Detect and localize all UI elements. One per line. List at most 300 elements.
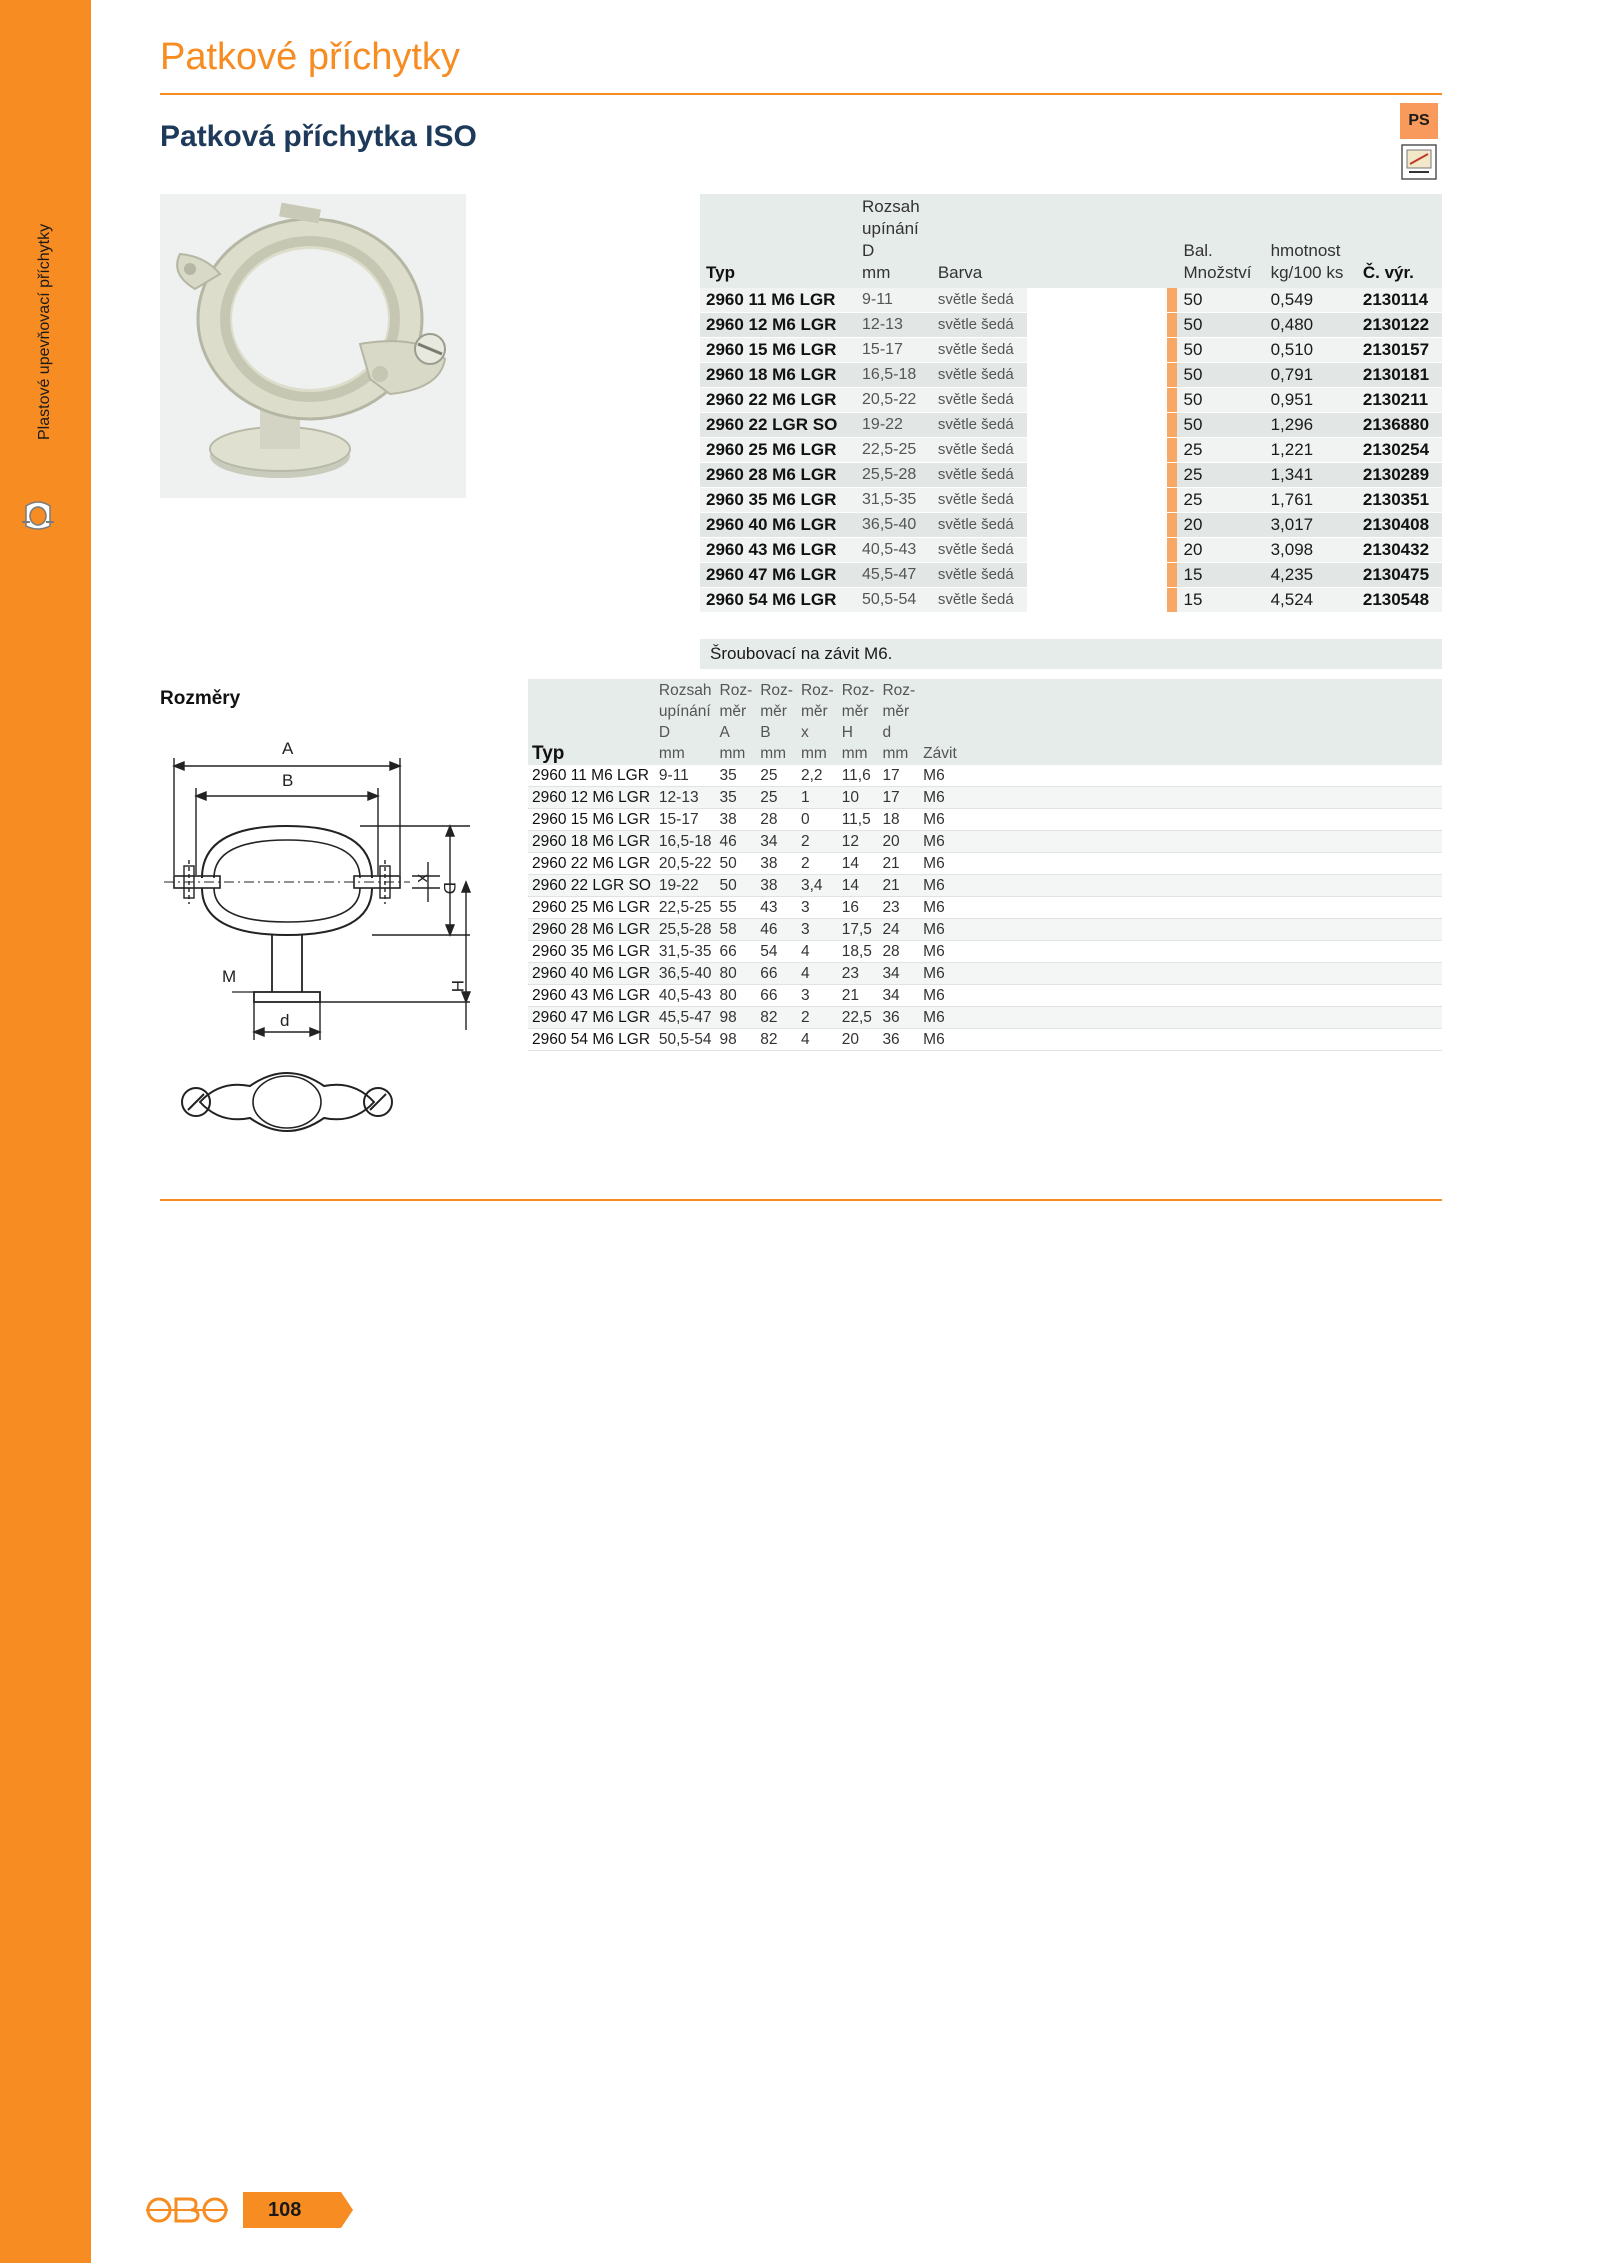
- col-color: Barva: [932, 194, 1028, 288]
- ps-badge: PS: [1400, 103, 1438, 139]
- dim-cell-a: 98: [716, 1007, 757, 1029]
- dim-cell-a: 66: [716, 941, 757, 963]
- dim-cell-range: 19-22: [655, 875, 716, 897]
- cell-qty: 20: [1177, 538, 1264, 563]
- cell-marker: [1167, 313, 1177, 338]
- dim-col-x: [797, 679, 838, 765]
- col-range-line1: Rozsah: [862, 197, 920, 216]
- dim-cell-filler: [961, 853, 1442, 875]
- dimension-row: [528, 1007, 1442, 1029]
- dim-cell-range: 25,5-28: [655, 919, 716, 941]
- dim-cell-b: 38: [756, 853, 797, 875]
- dim-cell-typ: 2960 12 M6 LGR: [528, 787, 655, 809]
- product-row: [700, 538, 1442, 563]
- dim-col-typ: Typ: [528, 679, 655, 765]
- page-number: 108: [268, 2199, 302, 2221]
- dim-cell-x: 4: [797, 941, 838, 963]
- dim-cell-d: 36: [878, 1029, 919, 1051]
- dim-col-a-line3: A: [719, 724, 730, 741]
- col-range-line2: upínání: [862, 219, 919, 238]
- cell-article: 2130254: [1357, 438, 1442, 463]
- cell-marker: [1167, 338, 1177, 363]
- dim-cell-b: 54: [756, 941, 797, 963]
- dim-cell-typ: 2960 54 M6 LGR: [528, 1029, 655, 1051]
- dim-cell-b: 43: [756, 897, 797, 919]
- cell-gap: [1027, 463, 1167, 488]
- dimension-row: [528, 831, 1442, 853]
- dim-cell-x: 0: [797, 809, 838, 831]
- cell-gap: [1027, 288, 1167, 313]
- dim-cell-b: 82: [756, 1007, 797, 1029]
- dim-cell-filler: [961, 787, 1442, 809]
- dim-cell-range: 12-13: [655, 787, 716, 809]
- cell-color: světle šedá: [932, 488, 1028, 513]
- top-divider: [160, 93, 1442, 95]
- dim-cell-range: 9-11: [655, 765, 716, 787]
- dimension-row: [528, 963, 1442, 985]
- dim-cell-h: 11,6: [838, 765, 879, 787]
- dim-cell-range: 15-17: [655, 809, 716, 831]
- dim-cell-b: 38: [756, 875, 797, 897]
- dim-cell-x: 3: [797, 985, 838, 1007]
- cell-weight: 0,510: [1265, 338, 1357, 363]
- dim-col-b-line3: B: [760, 724, 771, 741]
- cell-qty: 50: [1177, 413, 1264, 438]
- thread-note: Šroubovací na závit M6.: [700, 639, 1442, 669]
- cell-article: 2130114: [1357, 288, 1442, 313]
- product-row: [700, 513, 1442, 538]
- cell-range: 16,5-18: [856, 363, 932, 388]
- dim-cell-d: 18: [878, 809, 919, 831]
- dim-cell-typ: 2960 43 M6 LGR: [528, 985, 655, 1007]
- cell-gap: [1027, 338, 1167, 363]
- cell-marker: [1167, 288, 1177, 313]
- dim-cell-a: 46: [716, 831, 757, 853]
- cell-article: 2130157: [1357, 338, 1442, 363]
- cell-gap: [1027, 413, 1167, 438]
- cell-qty: 15: [1177, 563, 1264, 588]
- dim-cell-a: 35: [716, 787, 757, 809]
- label-d-upper: D: [440, 882, 459, 895]
- cell-article: 2130289: [1357, 463, 1442, 488]
- dim-cell-b: 66: [756, 963, 797, 985]
- dim-cell-range: 22,5-25: [655, 897, 716, 919]
- cell-qty: 25: [1177, 488, 1264, 513]
- cell-color: světle šedá: [932, 538, 1028, 563]
- dim-cell-filler: [961, 1029, 1442, 1051]
- cell-marker: [1167, 488, 1177, 513]
- dim-cell-d: 28: [878, 941, 919, 963]
- dimension-drawing: [160, 730, 490, 1150]
- dim-cell-h: 12: [838, 831, 879, 853]
- dim-col-a: [716, 679, 757, 765]
- cell-typ: 2960 47 M6 LGR: [700, 563, 856, 588]
- dim-cell-b: 34: [756, 831, 797, 853]
- cell-typ: 2960 40 M6 LGR: [700, 513, 856, 538]
- dim-cell-a: 50: [716, 853, 757, 875]
- dim-cell-filler: [961, 809, 1442, 831]
- col-weight-line2: kg/100 ks: [1270, 263, 1344, 282]
- dim-cell-a: 38: [716, 809, 757, 831]
- dim-cell-h: 17,5: [838, 919, 879, 941]
- col-article: Č. výr.: [1357, 194, 1442, 288]
- cell-range: 36,5-40: [856, 513, 932, 538]
- dim-cell-a: 80: [716, 963, 757, 985]
- dim-cell-range: 50,5-54: [655, 1029, 716, 1051]
- product-row: [700, 463, 1442, 488]
- dim-col-h-line3: H: [841, 724, 853, 741]
- cell-color: světle šedá: [932, 313, 1028, 338]
- product-row: [700, 488, 1442, 513]
- dim-cell-thread: M6: [919, 985, 961, 1007]
- product-row: [700, 413, 1442, 438]
- cell-range: 40,5-43: [856, 538, 932, 563]
- cell-color: světle šedá: [932, 513, 1028, 538]
- dim-col-d: [878, 679, 919, 765]
- product-title: Patková příchytka ISO: [160, 120, 477, 153]
- dim-cell-d: 17: [878, 765, 919, 787]
- dim-cell-x: 3: [797, 897, 838, 919]
- dim-cell-thread: M6: [919, 1029, 961, 1051]
- dim-col-h-line4: mm: [841, 745, 868, 762]
- col-weight-line1: hmotnost: [1270, 241, 1341, 260]
- bottom-divider: [160, 1199, 1442, 1201]
- cell-weight: 1,221: [1265, 438, 1357, 463]
- cell-color: světle šedá: [932, 363, 1028, 388]
- dim-cell-d: 21: [878, 875, 919, 897]
- dim-cell-filler: [961, 897, 1442, 919]
- dim-col-d-line3: d: [882, 724, 892, 741]
- dim-cell-range: 20,5-22: [655, 853, 716, 875]
- cell-range: 9-11: [856, 288, 932, 313]
- cell-range: 50,5-54: [856, 588, 932, 613]
- cell-weight: 0,480: [1265, 313, 1357, 338]
- col-gap: [1027, 194, 1167, 288]
- dim-col-range-line1: Rozsah: [658, 682, 712, 699]
- cell-gap: [1027, 313, 1167, 338]
- cell-gap: [1027, 513, 1167, 538]
- sidebar: [0, 0, 91, 2263]
- dim-col-b-line4: mm: [760, 745, 787, 762]
- cell-range: 20,5-22: [856, 388, 932, 413]
- cell-article: 2130475: [1357, 563, 1442, 588]
- dim-cell-x: 4: [797, 963, 838, 985]
- cell-typ: 2960 11 M6 LGR: [700, 288, 856, 313]
- dim-cell-h: 16: [838, 897, 879, 919]
- dim-cell-b: 66: [756, 985, 797, 1007]
- dimension-row: [528, 897, 1442, 919]
- dim-cell-h: 14: [838, 875, 879, 897]
- cell-weight: 4,524: [1265, 588, 1357, 613]
- dimension-row: [528, 941, 1442, 963]
- cell-color: světle šedá: [932, 463, 1028, 488]
- dim-col-d-line4: mm: [882, 745, 909, 762]
- dim-cell-h: 23: [838, 963, 879, 985]
- dim-col-b: [756, 679, 797, 765]
- dim-cell-thread: M6: [919, 897, 961, 919]
- cell-typ: 2960 22 M6 LGR: [700, 388, 856, 413]
- product-row: [700, 388, 1442, 413]
- dim-cell-x: 2,2: [797, 765, 838, 787]
- cell-marker: [1167, 413, 1177, 438]
- cell-typ: 2960 25 M6 LGR: [700, 438, 856, 463]
- cell-weight: 0,951: [1265, 388, 1357, 413]
- dim-cell-b: 25: [756, 765, 797, 787]
- dim-cell-h: 11,5: [838, 809, 879, 831]
- dimensions-title: Rozměry: [160, 688, 241, 709]
- cell-weight: 4,235: [1265, 563, 1357, 588]
- cell-qty: 20: [1177, 513, 1264, 538]
- dimension-row: [528, 1029, 1442, 1051]
- dim-col-range: [655, 679, 716, 765]
- dimension-row: [528, 919, 1442, 941]
- col-range-line4: mm: [862, 263, 891, 282]
- dim-cell-thread: M6: [919, 963, 961, 985]
- dim-col-h-line2: měr: [841, 703, 869, 720]
- col-weight: [1265, 194, 1357, 288]
- dim-cell-thread: M6: [919, 853, 961, 875]
- cell-typ: 2960 54 M6 LGR: [700, 588, 856, 613]
- dim-col-x-line2: měr: [800, 703, 828, 720]
- push-fit-icon: [1401, 144, 1437, 180]
- cell-typ: 2960 28 M6 LGR: [700, 463, 856, 488]
- dim-cell-thread: M6: [919, 1007, 961, 1029]
- cell-color: světle šedá: [932, 388, 1028, 413]
- cell-article: 2130351: [1357, 488, 1442, 513]
- dim-cell-a: 55: [716, 897, 757, 919]
- dim-cell-d: 24: [878, 919, 919, 941]
- cell-color: světle šedá: [932, 288, 1028, 313]
- cell-range: 12-13: [856, 313, 932, 338]
- product-row: [700, 338, 1442, 363]
- cell-color: světle šedá: [932, 563, 1028, 588]
- label-d-lower: d: [280, 1011, 290, 1030]
- cell-range: 15-17: [856, 338, 932, 363]
- dim-cell-typ: 2960 18 M6 LGR: [528, 831, 655, 853]
- dim-cell-d: 36: [878, 1007, 919, 1029]
- dim-cell-filler: [961, 1007, 1442, 1029]
- dimension-row: [528, 787, 1442, 809]
- dim-cell-x: 3,4: [797, 875, 838, 897]
- label-b: B: [282, 771, 294, 790]
- cell-weight: 1,761: [1265, 488, 1357, 513]
- cell-qty: 15: [1177, 588, 1264, 613]
- dim-cell-thread: M6: [919, 765, 961, 787]
- dim-cell-range: 36,5-40: [655, 963, 716, 985]
- dimension-table: [528, 679, 1442, 1051]
- product-photo: [160, 194, 466, 498]
- dim-cell-a: 50: [716, 875, 757, 897]
- dim-cell-h: 18,5: [838, 941, 879, 963]
- cell-color: světle šedá: [932, 588, 1028, 613]
- dim-cell-typ: 2960 35 M6 LGR: [528, 941, 655, 963]
- cell-color: světle šedá: [932, 338, 1028, 363]
- cell-gap: [1027, 438, 1167, 463]
- cell-article: 2130122: [1357, 313, 1442, 338]
- cell-qty: 50: [1177, 288, 1264, 313]
- cell-weight: 3,098: [1265, 538, 1357, 563]
- col-typ: Typ: [700, 194, 856, 288]
- dim-col-a-line2: měr: [719, 703, 747, 720]
- cell-gap: [1027, 563, 1167, 588]
- dim-cell-x: 1: [797, 787, 838, 809]
- col-marker: [1167, 194, 1177, 288]
- dim-cell-x: 2: [797, 1007, 838, 1029]
- cell-range: 22,5-25: [856, 438, 932, 463]
- dim-col-h: [838, 679, 879, 765]
- product-table: [700, 194, 1442, 613]
- cell-gap: [1027, 388, 1167, 413]
- cell-range: 25,5-28: [856, 463, 932, 488]
- dimension-row: [528, 809, 1442, 831]
- cell-marker: [1167, 388, 1177, 413]
- dim-cell-d: 34: [878, 985, 919, 1007]
- dim-col-range-line2: upínání: [658, 703, 711, 720]
- cell-article: 2130432: [1357, 538, 1442, 563]
- cell-marker: [1167, 588, 1177, 613]
- dim-cell-a: 80: [716, 985, 757, 1007]
- dim-cell-thread: M6: [919, 787, 961, 809]
- cell-color: světle šedá: [932, 413, 1028, 438]
- dim-cell-x: 2: [797, 853, 838, 875]
- dim-col-a-line4: mm: [719, 745, 746, 762]
- dim-col-d-line2: měr: [882, 703, 910, 720]
- dim-cell-typ: 2960 11 M6 LGR: [528, 765, 655, 787]
- cell-weight: 1,296: [1265, 413, 1357, 438]
- cell-typ: 2960 15 M6 LGR: [700, 338, 856, 363]
- dim-cell-typ: 2960 22 LGR SO: [528, 875, 655, 897]
- dim-col-range-line4: mm: [658, 745, 685, 762]
- cell-range: 45,5-47: [856, 563, 932, 588]
- cell-qty: 25: [1177, 463, 1264, 488]
- cell-gap: [1027, 588, 1167, 613]
- dim-cell-range: 31,5-35: [655, 941, 716, 963]
- cell-marker: [1167, 563, 1177, 588]
- dim-cell-a: 35: [716, 765, 757, 787]
- dim-cell-b: 82: [756, 1029, 797, 1051]
- cell-typ: 2960 12 M6 LGR: [700, 313, 856, 338]
- dim-col-thread: Závit: [919, 679, 961, 765]
- cell-article: 2136880: [1357, 413, 1442, 438]
- dim-cell-filler: [961, 875, 1442, 897]
- dimension-row: [528, 853, 1442, 875]
- product-row: [700, 288, 1442, 313]
- dim-cell-d: 23: [878, 897, 919, 919]
- dim-col-h-line1: Roz-: [841, 682, 875, 699]
- dim-cell-thread: M6: [919, 875, 961, 897]
- cell-color: světle šedá: [932, 438, 1028, 463]
- dim-cell-h: 10: [838, 787, 879, 809]
- obo-logo: [146, 2194, 228, 2226]
- cell-marker: [1167, 363, 1177, 388]
- cell-article: 2130548: [1357, 588, 1442, 613]
- cell-weight: 0,791: [1265, 363, 1357, 388]
- cell-typ: 2960 18 M6 LGR: [700, 363, 856, 388]
- dim-cell-a: 58: [716, 919, 757, 941]
- dim-cell-typ: 2960 15 M6 LGR: [528, 809, 655, 831]
- cell-typ: 2960 43 M6 LGR: [700, 538, 856, 563]
- dim-col-x-line4: mm: [800, 745, 827, 762]
- cell-marker: [1167, 513, 1177, 538]
- dim-cell-typ: 2960 22 M6 LGR: [528, 853, 655, 875]
- dim-col-b-line1: Roz-: [760, 682, 793, 699]
- section-title: Patkové příchytky: [160, 36, 460, 78]
- cell-weight: 1,341: [1265, 463, 1357, 488]
- cell-article: 2130211: [1357, 388, 1442, 413]
- dim-cell-h: 21: [838, 985, 879, 1007]
- dim-cell-range: 16,5-18: [655, 831, 716, 853]
- cell-qty: 50: [1177, 388, 1264, 413]
- cell-marker: [1167, 538, 1177, 563]
- cell-qty: 50: [1177, 363, 1264, 388]
- dim-col-a-line1: Roz-: [719, 682, 753, 699]
- product-row: [700, 438, 1442, 463]
- dim-cell-typ: 2960 25 M6 LGR: [528, 897, 655, 919]
- cell-weight: 3,017: [1265, 513, 1357, 538]
- dim-cell-h: 20: [838, 1029, 879, 1051]
- pipe-clip-icon: [20, 496, 56, 534]
- dim-col-filler: [961, 679, 1442, 765]
- cell-article: 2130181: [1357, 363, 1442, 388]
- dim-cell-filler: [961, 941, 1442, 963]
- dim-cell-thread: M6: [919, 809, 961, 831]
- dim-cell-b: 28: [756, 809, 797, 831]
- dim-cell-filler: [961, 919, 1442, 941]
- cell-weight: 0,549: [1265, 288, 1357, 313]
- label-x: x: [414, 874, 433, 883]
- col-range: [856, 194, 932, 288]
- dim-cell-d: 17: [878, 787, 919, 809]
- col-pack: [1177, 194, 1264, 288]
- product-row: [700, 563, 1442, 588]
- dim-cell-x: 2: [797, 831, 838, 853]
- cell-qty: 50: [1177, 313, 1264, 338]
- dim-cell-filler: [961, 985, 1442, 1007]
- dim-cell-filler: [961, 831, 1442, 853]
- dim-cell-thread: M6: [919, 831, 961, 853]
- label-h: H: [448, 980, 467, 993]
- dim-cell-typ: 2960 47 M6 LGR: [528, 1007, 655, 1029]
- cell-gap: [1027, 488, 1167, 513]
- dim-cell-range: 45,5-47: [655, 1007, 716, 1029]
- dim-cell-d: 20: [878, 831, 919, 853]
- cell-gap: [1027, 538, 1167, 563]
- dim-cell-h: 14: [838, 853, 879, 875]
- col-range-line3: D: [862, 241, 875, 260]
- dim-cell-d: 21: [878, 853, 919, 875]
- dim-cell-x: 4: [797, 1029, 838, 1051]
- dim-col-d-line1: Roz-: [882, 682, 916, 699]
- dim-cell-thread: M6: [919, 919, 961, 941]
- cell-range: 31,5-35: [856, 488, 932, 513]
- cell-marker: [1167, 463, 1177, 488]
- dim-col-x-line3: x: [800, 724, 809, 741]
- dim-col-x-line1: Roz-: [800, 682, 834, 699]
- dim-cell-a: 98: [716, 1029, 757, 1051]
- cell-qty: 25: [1177, 438, 1264, 463]
- dimension-row: [528, 985, 1442, 1007]
- dim-cell-b: 25: [756, 787, 797, 809]
- dim-cell-x: 3: [797, 919, 838, 941]
- dimension-row: [528, 875, 1442, 897]
- dim-cell-thread: M6: [919, 941, 961, 963]
- dim-cell-range: 40,5-43: [655, 985, 716, 1007]
- dim-col-range-line3: D: [658, 724, 671, 741]
- cell-gap: [1027, 363, 1167, 388]
- dim-cell-b: 46: [756, 919, 797, 941]
- label-a: A: [282, 739, 294, 758]
- cell-qty: 50: [1177, 338, 1264, 363]
